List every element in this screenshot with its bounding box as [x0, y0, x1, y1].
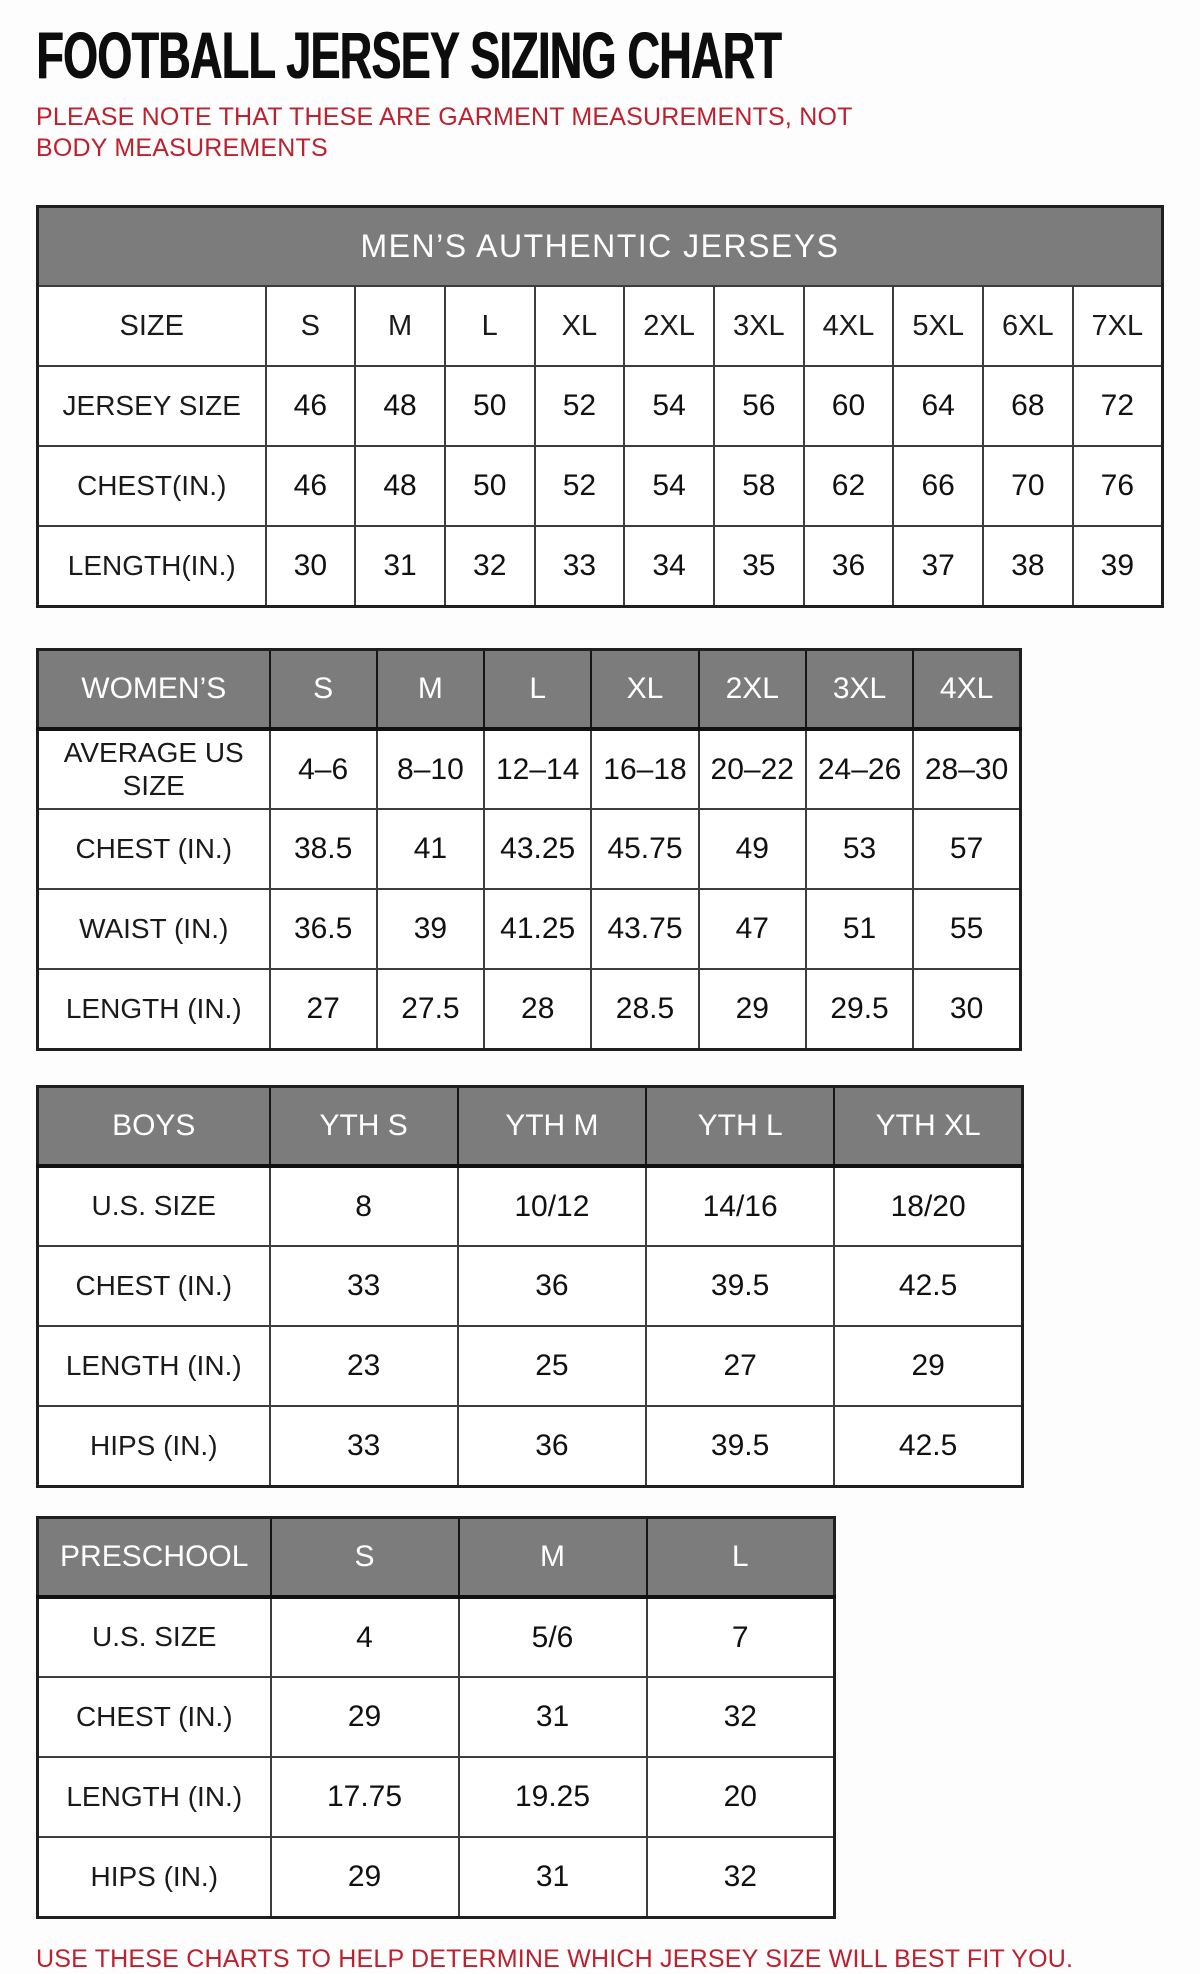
mens-value-cell: 46	[266, 446, 356, 526]
mens-value-cell: 48	[355, 366, 445, 446]
womens-value-cell: 43.75	[591, 889, 698, 969]
mens-value-cell: 37	[893, 526, 983, 606]
mens-value-cell: 66	[893, 446, 983, 526]
womens-value-cell: 27	[270, 969, 377, 1049]
mens-value-cell: 54	[624, 446, 714, 526]
boys-column-header: BOYS	[38, 1086, 270, 1166]
womens-row-label: LENGTH (IN.)	[38, 969, 270, 1049]
womens-value-cell: 36.5	[270, 889, 377, 969]
womens-table-row	[38, 969, 1021, 1049]
preschool-value-cell: 19.25	[459, 1757, 647, 1837]
preschool-value-cell: 7	[647, 1597, 835, 1677]
boys-value-cell: 33	[270, 1406, 458, 1486]
mens-value-cell: 52	[535, 446, 625, 526]
preschool-row-label: CHEST (IN.)	[38, 1677, 271, 1757]
boys-value-cell: 23	[270, 1326, 458, 1406]
womens-value-cell: 41.25	[484, 889, 591, 969]
mens-table-banner: MEN’S AUTHENTIC JERSEYS	[38, 206, 1163, 286]
boys-table-row	[38, 1246, 1023, 1326]
mens-value-cell: 34	[624, 526, 714, 606]
mens-column-header: 5XL	[893, 286, 983, 366]
boys-value-cell: 33	[270, 1246, 458, 1326]
womens-value-cell: 12–14	[484, 729, 591, 809]
mens-row-label: JERSEY SIZE	[38, 366, 266, 446]
preschool-value-cell: 29	[271, 1837, 459, 1917]
womens-column-header: 4XL	[913, 649, 1020, 729]
mens-value-cell: 64	[893, 366, 983, 446]
mens-value-cell: 52	[535, 366, 625, 446]
preschool-value-cell: 32	[647, 1837, 835, 1917]
mens-column-header: SIZE	[38, 286, 266, 366]
womens-row-label: AVERAGE US SIZE	[38, 729, 270, 809]
preschool-sizing-table	[36, 1516, 836, 1919]
womens-value-cell: 47	[699, 889, 806, 969]
mens-value-cell: 38	[983, 526, 1073, 606]
womens-value-cell: 57	[913, 809, 1020, 889]
mens-value-cell: 30	[266, 526, 356, 606]
mens-column-header: L	[445, 286, 535, 366]
boys-value-cell: 39.5	[646, 1246, 834, 1326]
womens-value-cell: 27.5	[377, 969, 484, 1049]
womens-table-row	[38, 809, 1021, 889]
preschool-row-label: HIPS (IN.)	[38, 1837, 271, 1917]
mens-value-cell: 70	[983, 446, 1073, 526]
page-title: FOOTBALL JERSEY SIZING CHART	[36, 18, 781, 92]
boys-value-cell: 39.5	[646, 1406, 834, 1486]
womens-row-label: CHEST (IN.)	[38, 809, 270, 889]
preschool-value-cell: 32	[647, 1677, 835, 1757]
preschool-value-cell: 4	[271, 1597, 459, 1677]
footer-note: USE THESE CHARTS TO HELP DETERMINE WHICH JERSEY SIZE WILL BEST FIT YOU.	[36, 1944, 1074, 1973]
boys-table-row	[38, 1406, 1023, 1486]
boys-value-cell: 42.5	[834, 1406, 1022, 1486]
boys-column-header: YTH S	[270, 1086, 458, 1166]
boys-value-cell: 42.5	[834, 1246, 1022, 1326]
womens-value-cell: 16–18	[591, 729, 698, 809]
boys-value-cell: 14/16	[646, 1166, 834, 1246]
mens-value-cell: 76	[1073, 446, 1163, 526]
mens-value-cell: 58	[714, 446, 804, 526]
boys-table-row	[38, 1166, 1023, 1246]
garment-measurement-note: PLEASE NOTE THAT THESE ARE GARMENT MEASUREMENTS, NOT BODY MEASUREMENTS	[36, 103, 853, 163]
boys-column-header: YTH XL	[834, 1086, 1022, 1166]
mens-column-header: 6XL	[983, 286, 1073, 366]
mens-value-cell: 46	[266, 366, 356, 446]
womens-column-header: 2XL	[699, 649, 806, 729]
boys-row-label: CHEST (IN.)	[38, 1246, 270, 1326]
mens-value-cell: 48	[355, 446, 445, 526]
boys-column-header: YTH M	[458, 1086, 646, 1166]
mens-value-cell: 50	[445, 366, 535, 446]
womens-table-row	[38, 889, 1021, 969]
boys-value-cell: 18/20	[834, 1166, 1022, 1246]
boys-row-label: HIPS (IN.)	[38, 1406, 270, 1486]
womens-column-header: S	[270, 649, 377, 729]
womens-column-header: XL	[591, 649, 698, 729]
mens-value-cell: 50	[445, 446, 535, 526]
preschool-value-cell: 29	[271, 1677, 459, 1757]
boys-value-cell: 29	[834, 1326, 1022, 1406]
boys-row-label: LENGTH (IN.)	[38, 1326, 270, 1406]
boys-value-cell: 10/12	[458, 1166, 646, 1246]
womens-sizing-table	[36, 648, 1022, 1051]
mens-value-cell: 31	[355, 526, 445, 606]
mens-value-cell: 35	[714, 526, 804, 606]
preschool-value-cell: 5/6	[459, 1597, 647, 1677]
boys-sizing-table	[36, 1085, 1024, 1488]
mens-row-label: LENGTH(IN.)	[38, 526, 266, 606]
mens-value-cell: 56	[714, 366, 804, 446]
mens-column-header: S	[266, 286, 356, 366]
womens-table-row	[38, 729, 1021, 809]
preschool-column-header: PRESCHOOL	[38, 1517, 271, 1597]
womens-row-label: WAIST (IN.)	[38, 889, 270, 969]
mens-value-cell: 33	[535, 526, 625, 606]
boys-value-cell: 36	[458, 1406, 646, 1486]
mens-sizing-table	[36, 205, 1164, 608]
mens-value-cell: 54	[624, 366, 714, 446]
mens-column-header: 3XL	[714, 286, 804, 366]
womens-value-cell: 29.5	[806, 969, 913, 1049]
womens-column-header: WOMEN’S	[38, 649, 270, 729]
boys-column-header: YTH L	[646, 1086, 834, 1166]
womens-value-cell: 28	[484, 969, 591, 1049]
preschool-table-row	[38, 1757, 835, 1837]
womens-value-cell: 53	[806, 809, 913, 889]
mens-value-cell: 60	[804, 366, 894, 446]
preschool-table-row	[38, 1597, 835, 1677]
womens-value-cell: 51	[806, 889, 913, 969]
womens-value-cell: 39	[377, 889, 484, 969]
womens-value-cell: 30	[913, 969, 1020, 1049]
womens-value-cell: 28–30	[913, 729, 1020, 809]
mens-column-header: 2XL	[624, 286, 714, 366]
preschool-value-cell: 20	[647, 1757, 835, 1837]
boys-value-cell: 27	[646, 1326, 834, 1406]
preschool-value-cell: 31	[459, 1677, 647, 1757]
mens-table-row	[38, 526, 1163, 606]
preschool-table-row	[38, 1677, 835, 1757]
womens-value-cell: 43.25	[484, 809, 591, 889]
womens-value-cell: 28.5	[591, 969, 698, 1049]
preschool-column-header: L	[647, 1517, 835, 1597]
preschool-value-cell: 31	[459, 1837, 647, 1917]
mens-value-cell: 62	[804, 446, 894, 526]
preschool-value-cell: 17.75	[271, 1757, 459, 1837]
mens-value-cell: 68	[983, 366, 1073, 446]
womens-value-cell: 55	[913, 889, 1020, 969]
womens-value-cell: 38.5	[270, 809, 377, 889]
mens-value-cell: 72	[1073, 366, 1163, 446]
mens-value-cell: 39	[1073, 526, 1163, 606]
womens-value-cell: 29	[699, 969, 806, 1049]
mens-row-label: CHEST(IN.)	[38, 446, 266, 526]
mens-column-header: XL	[535, 286, 625, 366]
preschool-row-label: LENGTH (IN.)	[38, 1757, 271, 1837]
preschool-column-header: M	[459, 1517, 647, 1597]
boys-value-cell: 8	[270, 1166, 458, 1246]
womens-value-cell: 49	[699, 809, 806, 889]
womens-value-cell: 41	[377, 809, 484, 889]
womens-value-cell: 4–6	[270, 729, 377, 809]
mens-value-cell: 32	[445, 526, 535, 606]
mens-table-row	[38, 446, 1163, 526]
preschool-column-header: S	[271, 1517, 459, 1597]
mens-table-row	[38, 366, 1163, 446]
womens-value-cell: 8–10	[377, 729, 484, 809]
womens-column-header: 3XL	[806, 649, 913, 729]
mens-column-header: 4XL	[804, 286, 894, 366]
womens-column-header: M	[377, 649, 484, 729]
womens-value-cell: 45.75	[591, 809, 698, 889]
preschool-table-row	[38, 1837, 835, 1917]
mens-column-header: 7XL	[1073, 286, 1163, 366]
boys-value-cell: 36	[458, 1246, 646, 1326]
boys-value-cell: 25	[458, 1326, 646, 1406]
mens-column-header: M	[355, 286, 445, 366]
boys-row-label: U.S. SIZE	[38, 1166, 270, 1246]
womens-column-header: L	[484, 649, 591, 729]
womens-value-cell: 20–22	[699, 729, 806, 809]
boys-table-row	[38, 1326, 1023, 1406]
womens-value-cell: 24–26	[806, 729, 913, 809]
preschool-row-label: U.S. SIZE	[38, 1597, 271, 1677]
mens-value-cell: 36	[804, 526, 894, 606]
